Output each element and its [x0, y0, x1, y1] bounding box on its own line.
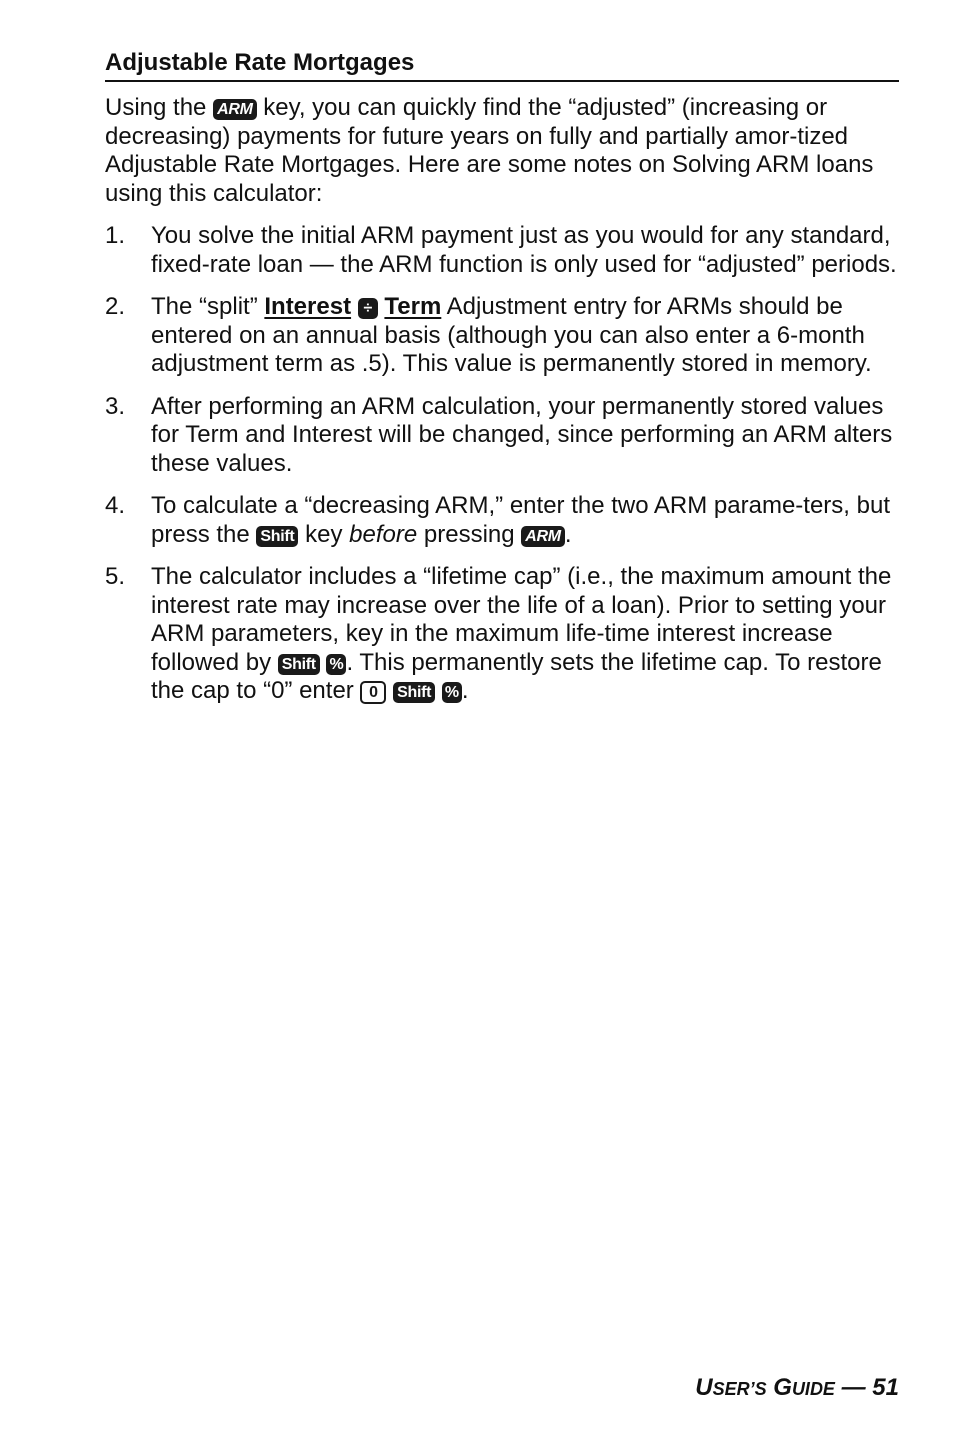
term-label: Term [384, 293, 442, 320]
shift-key-icon: Shift [278, 654, 320, 675]
item-text-start: The calculator includes a “lifetime cap” (i.e., the maximum amount the interest rate may increase over the life of a loan). Prior to setting your ARM parameters, key in the maximum life-time interest increase followed by [151, 563, 892, 676]
divide-key-icon: ÷ [358, 298, 378, 319]
intro-paragraph [105, 94, 899, 208]
list-item [105, 563, 899, 706]
item-text-start: To calculate a “decreasing ARM,” enter the two ARM parame-ters, but press the [151, 492, 890, 548]
item-text-key: key [305, 520, 343, 548]
section-heading: Adjustable Rate Mortgages [105, 46, 899, 82]
item-number: 3. [105, 392, 126, 420]
percent-key-icon: % [326, 654, 346, 675]
zero-key-icon: 0 [360, 681, 386, 704]
footer-uide: UIDE [791, 1379, 835, 1399]
item-number: 5. [105, 563, 126, 590]
arm-key-icon: ARM [521, 526, 565, 547]
item-number: 4. [105, 492, 126, 519]
footer-ser: SER [712, 1379, 750, 1399]
list-item [105, 492, 899, 549]
list-item [105, 222, 899, 279]
document-page [105, 46, 899, 720]
list-item [105, 393, 899, 479]
notes-list [105, 222, 899, 706]
item-text-start: The “split” [151, 293, 258, 320]
page-number: 51 [872, 1374, 899, 1401]
item-text: After performing an ARM calculation, your permanently stored values for Term and Interest will be changed, since performing an ARM alters these values. [151, 392, 893, 477]
shift-key-icon: Shift [393, 682, 435, 703]
footer-g: G [773, 1374, 792, 1401]
footer-u: U [695, 1374, 713, 1401]
shift-key-icon: Shift [256, 526, 298, 547]
item-text-rest: Adjustment entry for ARMs should be entered on an annual basis (although you can also enter a 6-month adjustment term as .5). This value is permanently stored in memory. [151, 293, 872, 377]
item-number: 2. [105, 293, 126, 320]
intro-text-start: Using the [105, 94, 207, 121]
intro-text-rest: key, you can quickly find the “adjusted” (increasing or decreasing) payments for future years on fully and partially amor-tized Adjustable Rate Mortgages. Here are some notes on Solving ARM loans using this calculator: [105, 94, 874, 207]
interest-term-label: Interest [264, 293, 352, 320]
percent-key-icon: % [442, 682, 462, 703]
item-text: You solve the initial ARM payment just as you would for any standard, fixed-rate loan — the ARM function is only used for “adjusted” periods. [151, 222, 897, 278]
footer-dash: — [841, 1374, 866, 1401]
list-item [105, 293, 899, 379]
emphasis-before: before [349, 520, 418, 548]
page-footer [695, 1374, 899, 1402]
item-text-middle: . This permanently sets the lifetime cap. To restore the cap to “0” enter [151, 648, 882, 704]
item-text-end: . [564, 520, 572, 548]
item-text-end: . [461, 677, 469, 704]
item-number: 1. [105, 222, 126, 249]
arm-key-icon: ARM [213, 99, 257, 120]
item-text-pressing: pressing [423, 520, 515, 548]
footer-apos: ’S [749, 1379, 767, 1399]
